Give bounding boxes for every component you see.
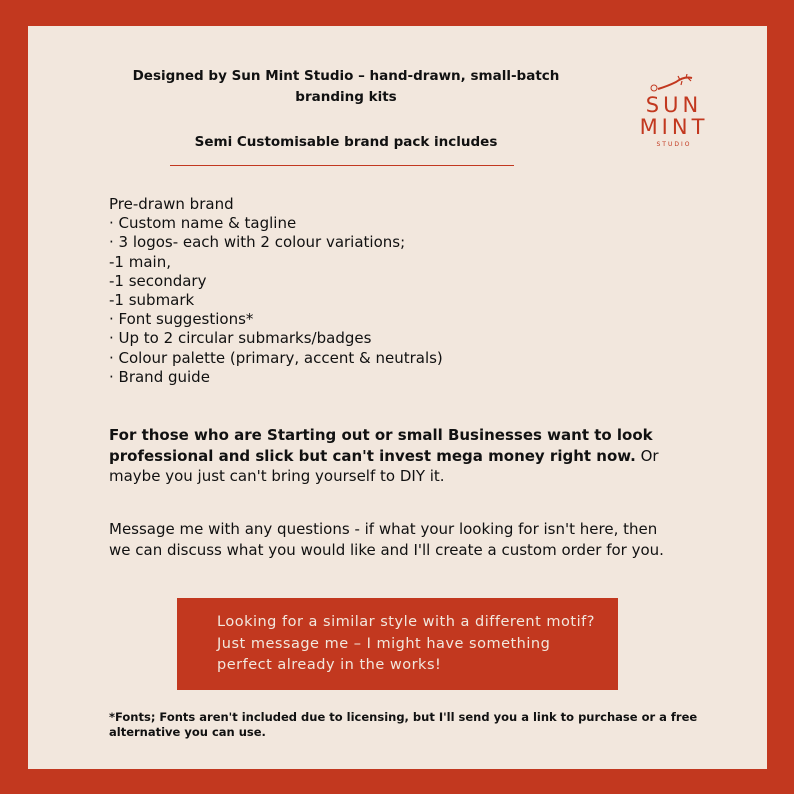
lizard-sun-icon <box>644 74 704 96</box>
list-item: · Custom name & tagline <box>109 214 297 233</box>
pack-subtitle: Semi Customisable brand pack includes <box>194 134 498 150</box>
list-item: -1 main, <box>109 252 171 271</box>
list-item: · Brand guide <box>109 367 210 386</box>
list-item: · Up to 2 circular submarks/badges <box>109 329 372 348</box>
divider <box>170 165 514 166</box>
logo-word-studio: STUDIO <box>656 141 692 148</box>
list-item: -1 secondary <box>109 271 207 290</box>
fonts-footnote: *Fonts; Fonts aren't included due to licensing, but I'll send you a link to purchase or a free alternative you can use. <box>109 710 698 739</box>
audience-normal: Or maybe you just can't bring yourself to DIY it. <box>109 446 659 485</box>
audience-paragraph <box>109 425 669 487</box>
logo-word-mint: MINT <box>639 115 709 139</box>
header-title: Designed by Sun Mint Studio – hand-drawn, small-batch branding kits <box>132 68 560 105</box>
logo-word-sun: SUN <box>645 93 703 117</box>
list-item: Pre-drawn brand <box>109 195 234 213</box>
list-item: · 3 logos- each with 2 colour variations; <box>109 233 406 252</box>
list-item: -1 submark <box>109 291 195 310</box>
features-list <box>109 195 443 387</box>
message-paragraph: Message me with any questions - if what your looking for isn't here, then we can discuss what you would like and I'll create a custom order for you. <box>109 520 664 559</box>
list-item: · Colour palette (primary, accent & neutrals) <box>109 348 443 367</box>
audience-bold: For those who are Starting out or small Businesses want to look professional and slick but can't invest mega money right now. <box>109 426 653 465</box>
cta-box: Looking for a similar style with a different motif? Just message me – I might have something perfect already in the works! <box>177 598 618 690</box>
sun-mint-logo <box>628 74 720 148</box>
list-item: · Font suggestions* <box>109 310 254 329</box>
